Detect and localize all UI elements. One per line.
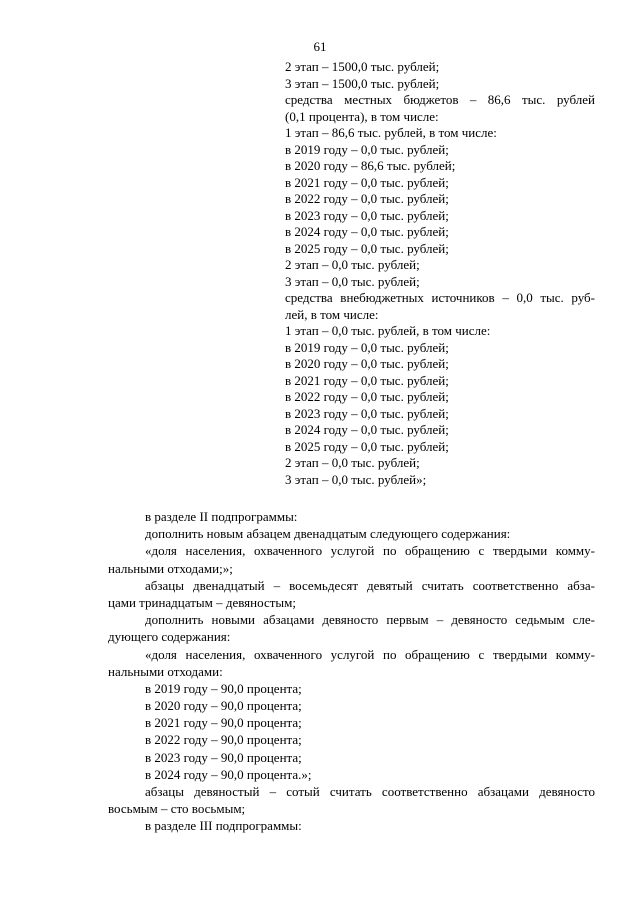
text-line: в 2022 году – 90,0 процента; [145, 732, 302, 748]
funding-breakdown [285, 59, 595, 488]
text-line: в 2024 году – 0,0 тыс. рублей; [285, 224, 449, 239]
text-line: средства местных бюджетов – 86,6 тыс. рублей [285, 92, 595, 107]
text-line: восьмым – сто восьмым; [108, 801, 246, 817]
text-line: 3 этап – 0,0 тыс. рублей; [285, 273, 420, 289]
text-line: нальными отходами: [108, 663, 223, 679]
text-line: в разделе II подпрограммы: [145, 509, 298, 524]
text-line: (0,1 процента), в том числе: [285, 108, 439, 124]
text-line: в 2021 году – 0,0 тыс. рублей; [285, 372, 449, 388]
text-line: абзацы двенадцатый – восемьдесят девятый считать соответственно абза- [145, 577, 595, 593]
text-line: в 2024 году – 90,0 процента.»; [145, 766, 312, 782]
text-line: 1 этап – 86,6 тыс. рублей, в том числе: [285, 125, 497, 140]
text-line: дополнить новыми абзацами девяносто первым – девяносто седьмым сле- [145, 612, 595, 628]
text-line: 3 этап – 1500,0 тыс. рублей; [285, 75, 440, 91]
text-line: «доля населения, охваченного услугой по обращению с твердыми комму- [145, 543, 595, 559]
text-line: средства внебюджетных источников – 0,0 тыс. руб- [285, 290, 595, 305]
text-line: в 2023 году – 0,0 тыс. рублей; [285, 207, 449, 223]
page-number: 61 [313, 39, 327, 54]
text-line: в 2024 году – 0,0 тыс. рублей; [285, 422, 449, 437]
text-line: в 2025 году – 0,0 тыс. рублей; [285, 240, 449, 256]
text-line: 3 этап – 0,0 тыс. рублей»; [285, 471, 427, 487]
text-line: в 2019 году – 90,0 процента; [145, 680, 302, 696]
text-line: 2 этап – 1500,0 тыс. рублей; [285, 59, 440, 74]
amendment-text [108, 508, 595, 835]
text-line: в 2021 году – 0,0 тыс. рублей; [285, 174, 449, 190]
text-line: в 2020 году – 0,0 тыс. рублей; [285, 356, 449, 371]
text-line: в разделе III подпрограммы: [145, 818, 302, 834]
text-line: цами тринадцатым – девяностым; [108, 594, 296, 610]
text-line: в 2022 году – 0,0 тыс. рублей; [285, 191, 449, 206]
text-line: 2 этап – 0,0 тыс. рублей; [285, 455, 420, 470]
text-line: 1 этап – 0,0 тыс. рублей, в том числе: [285, 323, 491, 338]
text-line: «доля населения, охваченного услугой по обращению с твердыми комму- [145, 646, 595, 662]
text-line: в 2025 году – 0,0 тыс. рублей; [285, 438, 449, 454]
text-line: абзацы девяностый – сотый считать соответственно абзацами девяносто [145, 784, 595, 799]
text-line: в 2023 году – 0,0 тыс. рублей; [285, 405, 449, 421]
text-line: в 2020 году – 90,0 процента; [145, 698, 302, 714]
text-line: лей, в том числе: [285, 306, 379, 322]
text-line: в 2019 году – 0,0 тыс. рублей; [285, 339, 449, 355]
text-line: 2 этап – 0,0 тыс. рублей; [285, 257, 420, 272]
text-line: в 2019 году – 0,0 тыс. рублей; [285, 141, 449, 157]
text-line: в 2023 году – 90,0 процента; [145, 749, 302, 765]
text-line: дующего содержания: [108, 629, 231, 645]
text-line: нальными отходами;»; [108, 560, 233, 576]
text-line: в 2021 году – 90,0 процента; [145, 715, 302, 731]
text-line: в 2022 году – 0,0 тыс. рублей; [285, 389, 449, 404]
text-line: в 2020 году – 86,6 тыс. рублей; [285, 158, 456, 173]
text-line: дополнить новым абзацем двенадцатым следующего содержания: [145, 526, 511, 542]
